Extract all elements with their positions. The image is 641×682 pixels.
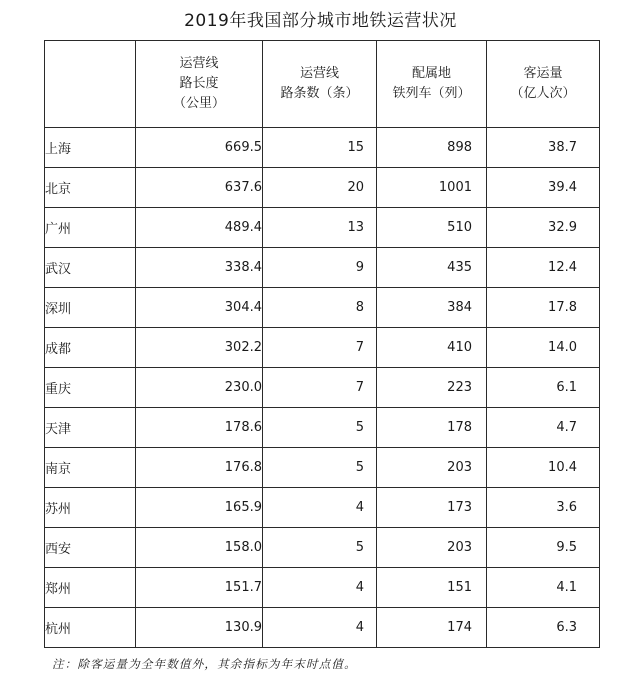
table-row (45, 128, 600, 168)
trains-cell: 178 (377, 408, 487, 448)
line-count-cell: 4 (263, 568, 377, 608)
ridership-cell: 17.8 (487, 288, 600, 328)
header-line-length-l3: （公里） (172, 96, 225, 111)
city-cell: 重庆 (45, 368, 136, 408)
table-row (45, 408, 600, 448)
line-count-cell: 7 (263, 368, 377, 408)
line-length-cell: 230.0 (136, 368, 263, 408)
ridership-cell: 3.6 (487, 488, 600, 528)
table-row (45, 568, 600, 608)
ridership-cell: 4.7 (487, 408, 600, 448)
city-cell: 天津 (45, 408, 136, 448)
header-line-length (136, 41, 263, 128)
city-cell: 深圳 (45, 288, 136, 328)
header-line-count-l2: 路条数（条） (280, 86, 359, 101)
table-row (45, 248, 600, 288)
header-ridership (487, 41, 600, 128)
header-line-length-l2: 路长度 (179, 76, 219, 91)
table-row (45, 608, 600, 648)
ridership-cell: 6.1 (487, 368, 600, 408)
table-row (45, 528, 600, 568)
city-cell: 郑州 (45, 568, 136, 608)
trains-cell: 384 (377, 288, 487, 328)
ridership-cell: 10.4 (487, 448, 600, 488)
line-length-cell: 158.0 (136, 528, 263, 568)
header-line-count-l1: 运营线 (299, 66, 339, 81)
ridership-cell: 12.4 (487, 248, 600, 288)
line-length-cell: 130.9 (136, 608, 263, 648)
line-count-cell: 5 (263, 528, 377, 568)
header-blank (45, 41, 136, 128)
trains-cell: 203 (377, 448, 487, 488)
line-count-cell: 5 (263, 408, 377, 448)
line-length-cell: 304.4 (136, 288, 263, 328)
metro-table (44, 40, 600, 648)
trains-cell: 151 (377, 568, 487, 608)
line-length-cell: 302.2 (136, 328, 263, 368)
ridership-cell: 38.7 (487, 128, 600, 168)
ridership-cell: 9.5 (487, 528, 600, 568)
trains-cell: 223 (377, 368, 487, 408)
line-count-cell: 5 (263, 448, 377, 488)
table-row (45, 288, 600, 328)
table-row (45, 448, 600, 488)
city-cell: 西安 (45, 528, 136, 568)
header-trains-l1: 配属地 (411, 66, 451, 81)
table-row (45, 328, 600, 368)
line-count-cell: 13 (263, 208, 377, 248)
city-cell: 上海 (45, 128, 136, 168)
line-length-cell: 165.9 (136, 488, 263, 528)
city-cell: 南京 (45, 448, 136, 488)
trains-cell: 174 (377, 608, 487, 648)
table-row (45, 368, 600, 408)
header-ridership-l2: （亿人次） (510, 86, 576, 101)
header-trains-l2: 铁列车（列） (392, 86, 471, 101)
line-count-cell: 9 (263, 248, 377, 288)
trains-cell: 435 (377, 248, 487, 288)
table-body (45, 128, 600, 648)
trains-cell: 410 (377, 328, 487, 368)
line-count-cell: 4 (263, 608, 377, 648)
header-trains (377, 41, 487, 128)
line-count-cell: 15 (263, 128, 377, 168)
line-length-cell: 151.7 (136, 568, 263, 608)
ridership-cell: 14.0 (487, 328, 600, 368)
line-count-cell: 7 (263, 328, 377, 368)
line-length-cell: 637.6 (136, 168, 263, 208)
city-cell: 苏州 (45, 488, 136, 528)
line-length-cell: 669.5 (136, 128, 263, 168)
table-title: 2019年我国部分城市地铁运营状况 (184, 11, 457, 31)
city-cell: 杭州 (45, 608, 136, 648)
city-cell: 武汉 (45, 248, 136, 288)
table-row (45, 488, 600, 528)
ridership-cell: 4.1 (487, 568, 600, 608)
line-length-cell: 338.4 (136, 248, 263, 288)
trains-cell: 203 (377, 528, 487, 568)
ridership-cell: 6.3 (487, 608, 600, 648)
trains-cell: 898 (377, 128, 487, 168)
header-line-length-l1: 运营线 (179, 56, 219, 71)
header-line-count (263, 41, 377, 128)
line-count-cell: 20 (263, 168, 377, 208)
line-length-cell: 178.6 (136, 408, 263, 448)
line-length-cell: 489.4 (136, 208, 263, 248)
city-cell: 成都 (45, 328, 136, 368)
header-ridership-l1: 客运量 (523, 66, 563, 81)
header-row (45, 41, 600, 128)
line-count-cell: 4 (263, 488, 377, 528)
ridership-cell: 32.9 (487, 208, 600, 248)
line-count-cell: 8 (263, 288, 377, 328)
city-cell: 广州 (45, 208, 136, 248)
table-row (45, 208, 600, 248)
footnote: 注：除客运量为全年数值外，其余指标为年末时点值。 (52, 657, 357, 671)
city-cell: 北京 (45, 168, 136, 208)
table-row (45, 168, 600, 208)
trains-cell: 1001 (377, 168, 487, 208)
trains-cell: 510 (377, 208, 487, 248)
line-length-cell: 176.8 (136, 448, 263, 488)
trains-cell: 173 (377, 488, 487, 528)
ridership-cell: 39.4 (487, 168, 600, 208)
